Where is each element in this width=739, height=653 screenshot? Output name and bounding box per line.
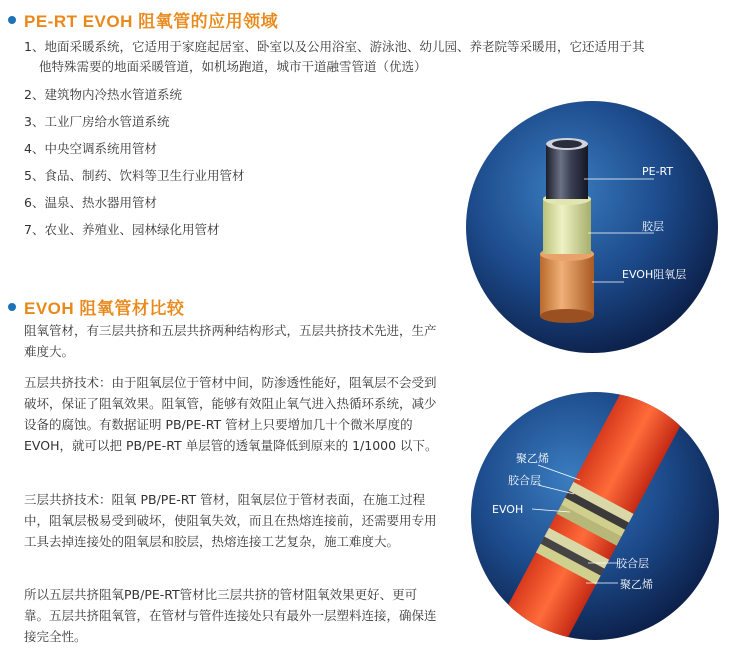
list-item: 6、温泉、热水器用管材 [24, 195, 157, 210]
list-item-text: 1、地面采暖系统，它适用于家庭起居室、卧室以及公用浴室、游泳池、幼儿园、养老院等采暖用，它还适用于其 [24, 39, 645, 54]
pert-layer-shape [546, 138, 588, 199]
list-item: 7、农业、养殖业、园林绿化用管材 [24, 222, 220, 237]
label-evoh: EVOH [492, 503, 524, 516]
bullet-icon [8, 303, 16, 311]
label-adhesive-top: 胶合层 [508, 474, 541, 487]
label-adhesive-bottom: 胶合层 [616, 557, 649, 570]
list-item: 2、建筑物内冷热水管道系统 [24, 87, 182, 102]
list-item: 5、食品、制药、饮料等卫生行业用管材 [24, 168, 245, 183]
label-polyethylene-top: 聚乙烯 [516, 452, 549, 465]
five-layer-pipe-diagram [468, 388, 722, 644]
section-title-text: EVOH 阻氧管材比较 [24, 299, 185, 318]
list-item: 4、中央空调系统用管材 [24, 141, 157, 156]
list-item [24, 37, 724, 77]
paragraph: 阻氧管材，有三层共挤和五层共挤两种结构形式，五层共挤技术先进，生产难度大。 [24, 323, 437, 359]
three-layer-pipe-diagram [464, 99, 720, 355]
label-glue: 胶层 [642, 220, 664, 233]
list-item-text: 他特殊需要的地面采暖管道，如机场跑道，城市干道融雪管道（优选） [39, 59, 427, 74]
paragraph: 三层共挤技术：阻氧 PB/PE-RT 管材，阻氧层位于管材表面，在施工过程中，阻氧层极易受到破坏，使阻氧失效，而且在热熔连接前，还需要用专用工具去掉连接处的阻氧层和胶层，热熔连接工艺复杂，施工难度大。 [24, 492, 437, 549]
label-pert: PE-RT [642, 165, 674, 178]
list-item: 3、工业厂房给水管道系统 [24, 114, 170, 129]
glue-layer-shape [543, 193, 591, 254]
evoh-layer-shape [540, 247, 594, 323]
label-polyethylene-bottom: 聚乙烯 [620, 578, 653, 591]
section-title-applications [8, 7, 278, 32]
paragraph: 五层共挤技术：由于阻氧层位于管材中间，防渗透性能好，阻氧层不会受到破坏，保证了阻氧效果。阻氧管，能够有效阻止氧气进入热循环系统，减少设备的腐蚀。有数据证明 PB/PE-RT 管材上只要增加几十个微米厚度的 EVOH，就可以把 PB/PE-RT 单层管的透氧量降低到原来的 1/1000 以下。 [24, 375, 438, 453]
section-title-comparison [8, 294, 184, 319]
label-evoh: EVOH阻氧层 [622, 268, 687, 281]
bullet-icon [8, 16, 16, 24]
section-title-text: PE-RT EVOH 阻氧管的应用领域 [24, 12, 279, 31]
paragraph: 所以五层共挤阻氧PB/PE-RT管材比三层共挤的管材阻氧效果更好、更可靠。五层共挤阻氧管，在管材与管件连接处只有最外一层塑料连接，确保连接完全性。 [24, 587, 437, 644]
